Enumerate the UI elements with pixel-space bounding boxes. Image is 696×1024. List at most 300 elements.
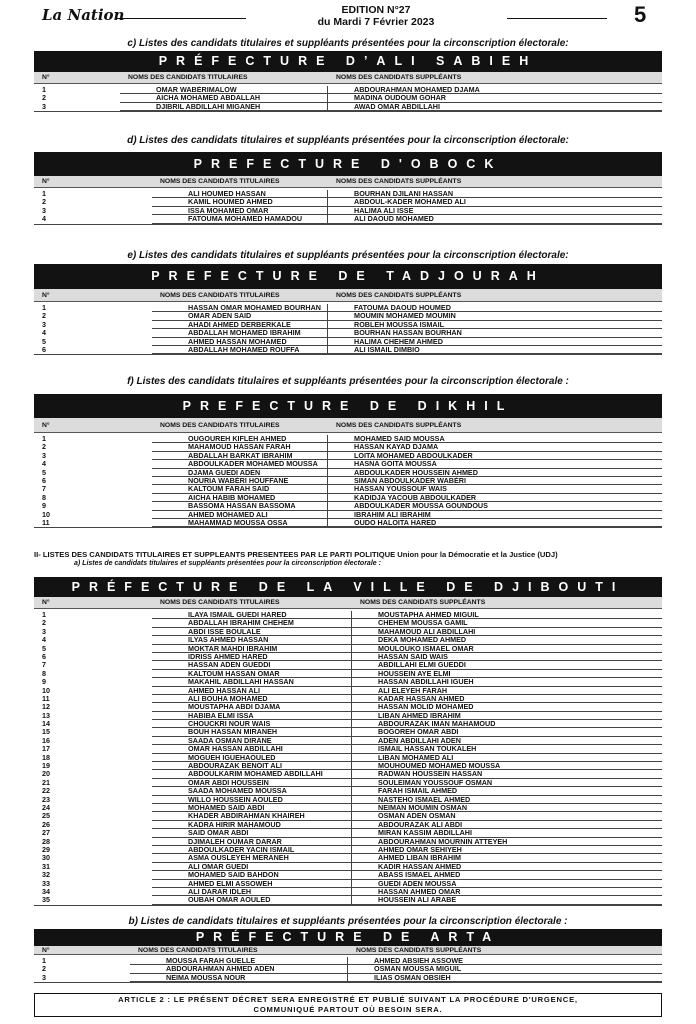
candidate-suppleant: ABDOUL-KADER MOHAMED ALI <box>328 198 662 206</box>
candidate-titulaire: BOUH HASSAN MIRANEH <box>152 728 352 736</box>
newspaper-logo: La Nation <box>42 6 125 24</box>
table-row <box>34 329 662 337</box>
table-row <box>34 974 662 982</box>
candidate-suppleant: ADEN ABDILLAHI ADEN <box>352 737 662 745</box>
row-number: 5 <box>42 337 46 346</box>
table-row <box>34 94 662 102</box>
table-row <box>34 854 662 862</box>
candidate-suppleant: MADINA OUDOUM GOHAR <box>328 94 662 102</box>
candidate-titulaire: MOHAMED SAID BAHDON <box>152 871 352 879</box>
candidate-titulaire: SAADA OSMAN DIRANE <box>152 737 352 745</box>
row-number: 1 <box>42 304 46 312</box>
prefecture-title: PREFECTURE D'OBOCK <box>34 152 662 176</box>
candidate-suppleant: SIMAN ABDOULKADER WABÉRI <box>328 477 662 485</box>
row-number: 33 <box>42 879 50 888</box>
row-number: 10 <box>42 510 50 519</box>
candidate-suppleant: ABDOURAZAK ALI ABDI <box>352 821 662 829</box>
table-row <box>34 896 662 904</box>
table-row <box>34 737 662 745</box>
candidate-titulaire: KALTOUM FARAH SAID <box>152 485 328 493</box>
candidate-titulaire: ABDOURAHMAN AHMED ADEN <box>130 965 348 973</box>
candidate-suppleant: LIBAN MOHAMED ALI <box>352 754 662 762</box>
table-row <box>34 762 662 770</box>
candidate-suppleant: AHMED ABSIEH ASSOWE <box>348 957 662 965</box>
row-number: 9 <box>42 678 46 687</box>
column-header-suppleants: NOMS DES CANDIDATS SUPPLÉANTS <box>336 421 462 429</box>
candidate-suppleant: ROBLEH MOUSSA ISMAIL <box>328 321 662 329</box>
row-number: 34 <box>42 887 50 896</box>
row-number: 4 <box>42 636 46 645</box>
row-number: 4 <box>42 215 46 224</box>
candidate-titulaire: ALI DARAR IDLEH <box>152 888 352 896</box>
candidate-titulaire: ISSA MOHAMED OMAR <box>152 207 328 215</box>
candidate-titulaire: MOUSTAPHA ABDI DJAMA <box>152 703 352 711</box>
table-row <box>34 720 662 728</box>
candidate-suppleant: DEKA MOHAMED AHMED <box>352 636 662 644</box>
row-number: 2 <box>42 94 46 103</box>
part-two-heading-block <box>34 550 674 567</box>
row-number: 18 <box>42 753 50 762</box>
candidate-titulaire: ABDI ISSE BOULALE <box>152 628 352 636</box>
candidate-suppleant: LOITA MOHAMED ABDOULKADER <box>328 452 662 460</box>
table-row <box>34 670 662 678</box>
row-number: 6 <box>42 345 46 354</box>
table-row <box>34 338 662 346</box>
table-row <box>34 207 662 215</box>
candidate-suppleant: ABDILLAHI ELMI GUEDDI <box>352 661 662 669</box>
prefecture-title: PRÉFECTURE DE ARTA <box>34 929 662 946</box>
row-number: 8 <box>42 493 46 502</box>
candidate-titulaire: HASSAN ADEN GUEDDI <box>152 661 352 669</box>
candidate-suppleant: RADWAN HOUSSEIN HASSAN <box>352 770 662 778</box>
candidate-titulaire: ASMA OUSLEYEH MERANEH <box>152 854 352 862</box>
candidate-titulaire: MOKTAR MAHDI IBRAHIM <box>152 645 352 653</box>
candidate-suppleant: MOUMIN MOHAMED MOUMIN <box>328 312 662 320</box>
candidate-suppleant: KADIDJA YACOUB ABDOULKADER <box>328 494 662 502</box>
column-header-titulaires: NOMS DES CANDIDATS TITULAIRES <box>160 421 280 429</box>
table-row <box>34 770 662 778</box>
candidate-suppleant: MOUSTAPHA AHMED MIGUIL <box>352 611 662 619</box>
candidate-suppleant: HASSAN SAID WAIS <box>352 653 662 661</box>
candidate-titulaire: ALI HOUMED HASSAN <box>152 190 328 198</box>
candidate-titulaire: HABIBA ELMI ISSA <box>152 712 352 720</box>
candidate-titulaire: KHADER ABDIRAHMAN KHAIREH <box>152 812 352 820</box>
candidate-suppleant: BOGOREH OMAR ABDI <box>352 728 662 736</box>
row-number: 7 <box>42 485 46 494</box>
candidate-suppleant: OSMAN ADEN OSMAN <box>352 812 662 820</box>
candidate-titulaire: KADRA HIRIR MAHAMOUD <box>152 821 352 829</box>
part-two-heading: II- LISTES DES CANDIDATS TITULAIRES ET SUPPLEANTS PRESENTEES PAR LE PARTI POLITIQUE Union pour la Démocratie et la Justice (UDJ) <box>34 550 558 559</box>
row-number: 3 <box>42 973 46 982</box>
candidate-suppleant: AHMED LIBAN IBRAHIM <box>352 854 662 862</box>
candidate-titulaire: ILYAS AHMED HASSAN <box>152 636 352 644</box>
candidate-titulaire: OMAR HASSAN ABDILLAHI <box>152 745 352 753</box>
row-number: 29 <box>42 845 50 854</box>
table-header <box>34 176 662 188</box>
table-row <box>34 103 662 111</box>
table-header <box>34 289 662 302</box>
candidate-titulaire: SAADA MOHAMED MOUSSA <box>152 787 352 795</box>
candidate-suppleant: BOURHAN DJILANI HASSAN <box>328 190 662 198</box>
candidate-titulaire: BASSOMA HASSAN BASSOMA <box>152 502 328 510</box>
prefecture-table <box>34 394 662 528</box>
row-number: 20 <box>42 770 50 779</box>
candidate-titulaire: HASSAN OMAR MOHAMED BOURHAN <box>152 304 328 312</box>
candidate-titulaire: WILLO HOUSSEIN AOULED <box>152 796 352 804</box>
prefecture-table <box>34 51 662 112</box>
row-number: 2 <box>42 619 46 628</box>
table-row <box>34 838 662 846</box>
prefecture-title: PREFECTURE DE DIKHIL <box>34 394 662 418</box>
article-2-box <box>34 993 662 1017</box>
candidate-titulaire: MAHAMMAD MOUSSA OSSA <box>152 519 328 527</box>
row-number: 2 <box>42 443 46 452</box>
candidate-suppleant: HASNA GOITA MOUSSA <box>328 460 662 468</box>
table-row <box>34 619 662 627</box>
row-number: 3 <box>42 451 46 460</box>
row-number: 11 <box>42 694 50 703</box>
column-header-suppleants: NOMS DES CANDIDATS SUPPLÉANTS <box>336 178 462 185</box>
row-number: 27 <box>42 829 50 838</box>
table-row <box>34 519 662 527</box>
row-number: 16 <box>42 736 50 745</box>
candidate-suppleant: KADIR HASSAN AHMED <box>352 863 662 871</box>
candidate-suppleant: CHEHEM MOUSSA GAMIL <box>352 619 662 627</box>
candidate-suppleant: HASSAN YOUSSOUF WAIS <box>328 485 662 493</box>
column-header-titulaires: NOMS DES CANDIDATS TITULAIRES <box>160 178 280 185</box>
candidate-titulaire: AHMED ELMI ASSOWEH <box>152 880 352 888</box>
table-row <box>34 511 662 519</box>
candidate-titulaire: AICHA MOHAMED ABDALLAH <box>120 94 328 102</box>
row-number: 3 <box>42 102 46 111</box>
candidate-suppleant: ABDOULKADER HOUSSEIN AHMED <box>328 469 662 477</box>
candidate-suppleant: ILIAS OSMAN OBSIEH <box>348 974 662 982</box>
candidate-suppleant: HASSAN AHMED OMAR <box>352 888 662 896</box>
column-header-number: N° <box>42 599 50 606</box>
candidate-titulaire: OMAR ADEN SAID <box>152 312 328 320</box>
table-row <box>34 494 662 502</box>
candidate-titulaire: SAID OMAR ABDI <box>152 829 352 837</box>
row-number: 2 <box>42 198 46 207</box>
candidate-titulaire: OUBAH OMAR AOULED <box>152 896 352 904</box>
table-body <box>34 84 662 112</box>
candidate-suppleant: MOUHOUMED MOHAMED MOUSSA <box>352 762 662 770</box>
table-row <box>34 469 662 477</box>
row-number: 5 <box>42 468 46 477</box>
candidate-titulaire: ABDALLAH MOHAMED ROUFFA <box>152 346 328 354</box>
column-header-suppleants: NOMS DES CANDIDATS SUPPLÉANTS <box>360 599 486 606</box>
candidate-suppleant: HASSAN KAYAD DJAMA <box>328 443 662 451</box>
table-row <box>34 304 662 312</box>
candidate-suppleant: HOUSSEIN ALI ARABE <box>352 896 662 904</box>
candidate-suppleant: MOULOUKO ISMAEL OMAR <box>352 645 662 653</box>
table-row <box>34 502 662 510</box>
candidate-titulaire: IDRISS AHMED HARED <box>152 653 352 661</box>
table-row <box>34 86 662 94</box>
table-row <box>34 796 662 804</box>
candidate-suppleant: NEIMAN MOUMIN OSMAN <box>352 804 662 812</box>
table-row <box>34 312 662 320</box>
row-number: 1 <box>42 611 46 619</box>
table-row <box>34 779 662 787</box>
section-caption: d) Listes des candidats titulaires et suppléants présentées pour la circonscription électorale: <box>127 135 569 146</box>
row-number: 2 <box>42 965 46 974</box>
candidate-titulaire: DJIMALEH OUMAR DARAR <box>152 838 352 846</box>
candidate-suppleant: MIRAN KASSIM ABDILLAHI <box>352 829 662 837</box>
column-header-titulaires: NOMS DES CANDIDATS TITULAIRES <box>138 946 258 954</box>
row-number: 1 <box>42 86 46 94</box>
candidate-titulaire: OUGOUREH KIFLEH AHMED <box>152 435 328 443</box>
candidate-titulaire: ILAYA ISMAIL GUEDI HARED <box>152 611 352 619</box>
table-row <box>34 754 662 762</box>
table-row <box>34 321 662 329</box>
candidate-titulaire: AICHA HABIB MOHAMED <box>152 494 328 502</box>
row-number: 3 <box>42 627 46 636</box>
candidate-suppleant: HASSAN MOLID MOHAMED <box>352 703 662 711</box>
candidate-titulaire: ABDOURAZAK BENOIT ALI <box>152 762 352 770</box>
prefecture-title: PRÉFECTURE D’ALI SABIEH <box>34 51 662 72</box>
row-number: 32 <box>42 871 50 880</box>
row-number: 9 <box>42 502 46 511</box>
row-number: 31 <box>42 862 50 871</box>
table-row <box>34 829 662 837</box>
candidate-titulaire: ABDOULKARIM MOHAMED ABDILLAHI <box>152 770 352 778</box>
candidate-titulaire: AHADI AHMED DERBERKALE <box>152 321 328 329</box>
candidate-titulaire: ABDOULKADER MOHAMED MOUSSA <box>152 460 328 468</box>
candidate-suppleant: HASSAN ABDILLAHI IGUEH <box>352 678 662 686</box>
table-row <box>34 957 662 965</box>
table-row <box>34 695 662 703</box>
candidate-titulaire: ABDALLAH BARKAT IBRAHIM <box>152 452 328 460</box>
table-row <box>34 435 662 443</box>
prefecture-title: PREFECTURE DE TADJOURAH <box>34 264 662 289</box>
table-row <box>34 645 662 653</box>
table-row <box>34 190 662 198</box>
table-row <box>34 611 662 619</box>
row-number: 1 <box>42 190 46 198</box>
column-header-suppleants: NOMS DES CANDIDATS SUPPLÉANTS <box>336 74 462 81</box>
row-number: 25 <box>42 812 50 821</box>
table-body <box>34 433 662 528</box>
column-header-number: N° <box>42 74 50 81</box>
table-row <box>34 703 662 711</box>
candidate-suppleant: IBRAHIM ALI IBRAHIM <box>328 511 662 519</box>
table-row <box>34 812 662 820</box>
table-header <box>34 72 662 84</box>
table-row <box>34 687 662 695</box>
candidate-suppleant: ISMAIL HASSAN TOUKALEH <box>352 745 662 753</box>
candidate-suppleant: HALIMA ALI ISSE <box>328 207 662 215</box>
candidate-suppleant: HOUSSEIN AYE ELMI <box>352 670 662 678</box>
prefecture-table <box>34 152 662 225</box>
row-number: 11 <box>42 518 50 527</box>
table-row <box>34 636 662 644</box>
candidate-titulaire: KAMIL HOUMED AHMED <box>152 198 328 206</box>
candidate-suppleant: ABDOURAZAK IMAN MAHAMOUD <box>352 720 662 728</box>
row-number: 6 <box>42 652 46 661</box>
candidate-titulaire: DJIBRIL ABDILLAHI MIGANEH <box>120 103 328 111</box>
row-number: 3 <box>42 320 46 329</box>
row-number: 2 <box>42 312 46 321</box>
candidate-suppleant: BOURHAN HASSAN BOURHAN <box>328 329 662 337</box>
row-number: 5 <box>42 644 46 653</box>
table-row <box>34 661 662 669</box>
candidate-suppleant: OSMAN MOUSSA MIGUIL <box>348 965 662 973</box>
prefecture-title: PRÉFECTURE DE LA VILLE DE DJIBOUTI <box>34 577 662 597</box>
candidate-suppleant: FARAH ISMAIL AHMED <box>352 787 662 795</box>
article-2-line-1: ARTICLE 2 : LE PRÉSENT DÉCRET SERA ENREGISTRÉ ET PUBLIÉ SUIVANT LA PROCÉDURE D'URGENCE, <box>118 995 578 1004</box>
page-number: 5 <box>634 2 647 27</box>
part-two-subcaption: a) Listes de candidats titulaires et suppléants présentées pour la circonscription électorale : <box>74 560 381 567</box>
table-row <box>34 443 662 451</box>
row-number: 24 <box>42 803 50 812</box>
row-number: 13 <box>42 711 50 720</box>
table-row <box>34 460 662 468</box>
candidate-suppleant: ABDOURAHMAN MOURNIN ATTEYEH <box>352 838 662 846</box>
candidate-suppleant: LIBAN AHMED IBRAHIM <box>352 712 662 720</box>
row-number: 26 <box>42 820 50 829</box>
table-header <box>34 418 662 433</box>
candidate-titulaire: NOURIA WABÉRI HOUFFANE <box>152 477 328 485</box>
row-number: 4 <box>42 460 46 469</box>
column-header-number: N° <box>42 421 50 429</box>
header-rule-left <box>116 18 246 19</box>
row-number: 19 <box>42 762 50 771</box>
section-caption: c) Listes des candidats titulaires et suppléants présentées pour la circonscription électorale: <box>127 38 569 49</box>
candidate-suppleant: MOHAMED SAID MOUSSA <box>328 435 662 443</box>
candidate-suppleant: AWAD OMAR ABDILLAHI <box>328 103 662 111</box>
row-number: 1 <box>42 435 46 443</box>
table-row <box>34 965 662 973</box>
table-row <box>34 880 662 888</box>
table-row <box>34 846 662 854</box>
edition-date: du Mardi 7 Février 2023 <box>317 16 435 28</box>
candidate-suppleant: FATOUMA DAOUD HOUMED <box>328 304 662 312</box>
row-number: 4 <box>42 329 46 338</box>
column-header-titulaires: NOMS DES CANDIDATS TITULAIRES <box>128 74 248 81</box>
row-number: 3 <box>42 206 46 215</box>
row-number: 12 <box>42 703 50 712</box>
candidate-suppleant: GUEDI ADEN MOUSSA <box>352 880 662 888</box>
section-caption: b) Listes de candidats titulaires et suppléants présentées pour la circonscription électorale : <box>128 916 568 927</box>
row-number: 35 <box>42 896 50 905</box>
row-number: 14 <box>42 720 50 729</box>
row-number: 23 <box>42 795 50 804</box>
candidate-titulaire: ALI OMAR GUEDI <box>152 863 352 871</box>
candidate-titulaire: OMAR WABÉRIMALOW <box>120 86 328 94</box>
candidate-titulaire: ABDALLAH IBRAHIM CHEHEM <box>152 619 352 627</box>
row-number: 7 <box>42 661 46 670</box>
prefecture-table <box>34 929 662 983</box>
candidate-suppleant: ABDOURAHMAN MOHAMED DJAMA <box>328 86 662 94</box>
candidate-suppleant: SOULEIMAN YOUSSOUF OSMAN <box>352 779 662 787</box>
article-2-line-2: COMMUNIQUÉ PARTOUT OÙ BESOIN SERA. <box>253 1005 443 1014</box>
table-body <box>34 609 662 906</box>
column-header-number: N° <box>42 291 50 299</box>
candidate-suppleant: ALI DAOUD MOHAMED <box>328 215 662 223</box>
table-row <box>34 485 662 493</box>
column-header-number: N° <box>42 946 50 954</box>
candidate-titulaire: MOGUEH IGUEHAOULED <box>152 754 352 762</box>
candidate-titulaire: AHMED HASSAN MOHAMED <box>152 338 328 346</box>
column-header-suppleants: NOMS DES CANDIDATS SUPPLÉANTS <box>336 291 462 299</box>
table-body <box>34 955 662 983</box>
table-header <box>34 946 662 955</box>
edition-info <box>260 4 492 28</box>
table-row <box>34 804 662 812</box>
section-caption: f) Listes des candidats titulaires et suppléants présentées pour la circonscription électorale : <box>127 376 569 387</box>
section-caption: e) Listes des candidats titulaires et suppléants présentées pour la circonscription électorale: <box>127 250 569 261</box>
candidate-titulaire: KALTOUM HASSAN OMAR <box>152 670 352 678</box>
table-row <box>34 653 662 661</box>
candidate-titulaire: CHOUCKRI NOUR WAIS <box>152 720 352 728</box>
row-number: 8 <box>42 669 46 678</box>
table-row <box>34 215 662 223</box>
candidate-titulaire: ABDOULKADER YACIN ISMAIL <box>152 846 352 854</box>
row-number: 30 <box>42 854 50 863</box>
candidate-titulaire: ALI BOUHA MOHAMED <box>152 695 352 703</box>
column-header-titulaires: NOMS DES CANDIDATS TITULAIRES <box>160 599 280 606</box>
header-rule-right <box>507 18 607 19</box>
table-row <box>34 477 662 485</box>
candidate-titulaire: MAHAMOUD HASSAN FARAH <box>152 443 328 451</box>
table-row <box>34 346 662 354</box>
candidate-titulaire: MOUSSA FARAH GUELLE <box>130 957 348 965</box>
candidate-suppleant: ABDOULKADER MOUSSA GOUNDOUS <box>328 502 662 510</box>
candidate-suppleant: HALIMA CHEHEM AHMED <box>328 338 662 346</box>
table-row <box>34 745 662 753</box>
edition-number: EDITION N°27 <box>341 4 411 16</box>
candidate-titulaire: MAKAHIL ABDILLAHI HASSAN <box>152 678 352 686</box>
row-number: 22 <box>42 787 50 796</box>
candidate-suppleant: ALI ELEYEH FARAH <box>352 687 662 695</box>
table-row <box>34 821 662 829</box>
candidate-suppleant: AHMED OMAR SEHIYEH <box>352 846 662 854</box>
table-row <box>34 888 662 896</box>
table-body <box>34 188 662 225</box>
row-number: 15 <box>42 728 50 737</box>
table-body <box>34 302 662 355</box>
row-number: 10 <box>42 686 50 695</box>
row-number: 1 <box>42 957 46 965</box>
candidate-suppleant: ALI ISMAIL DIMBIO <box>328 346 662 354</box>
candidate-titulaire: OMAR ABDI HOUSSEIN <box>152 779 352 787</box>
candidate-titulaire: ABDALLAH MOHAMED IBRAHIM <box>152 329 328 337</box>
table-row <box>34 787 662 795</box>
row-number: 17 <box>42 745 50 754</box>
candidate-suppleant: KADAR HASSAN AHMED <box>352 695 662 703</box>
column-header-suppleants: NOMS DES CANDIDATS SUPPLÉANTS <box>356 946 482 954</box>
candidate-suppleant: OUDO HALOITA HARED <box>328 519 662 527</box>
table-row <box>34 712 662 720</box>
column-header-titulaires: NOMS DES CANDIDATS TITULAIRES <box>160 291 280 299</box>
table-row <box>34 678 662 686</box>
candidate-suppleant: ABASS ISMAEL AHMED <box>352 871 662 879</box>
candidate-suppleant: NASTEHO ISMAEL AHMED <box>352 796 662 804</box>
row-number: 28 <box>42 837 50 846</box>
candidate-titulaire: AHMED MOHAMED ALI <box>152 511 328 519</box>
table-row <box>34 452 662 460</box>
candidate-titulaire: DJAMA GUEDI ADEN <box>152 469 328 477</box>
prefecture-table <box>34 264 662 355</box>
table-row <box>34 198 662 206</box>
column-header-number: N° <box>42 178 50 185</box>
table-row <box>34 628 662 636</box>
candidate-titulaire: AHMED HASSAN ALI <box>152 687 352 695</box>
candidate-titulaire: MOHAMED SAID ABDI <box>152 804 352 812</box>
page-header <box>0 0 696 34</box>
table-row <box>34 871 662 879</box>
